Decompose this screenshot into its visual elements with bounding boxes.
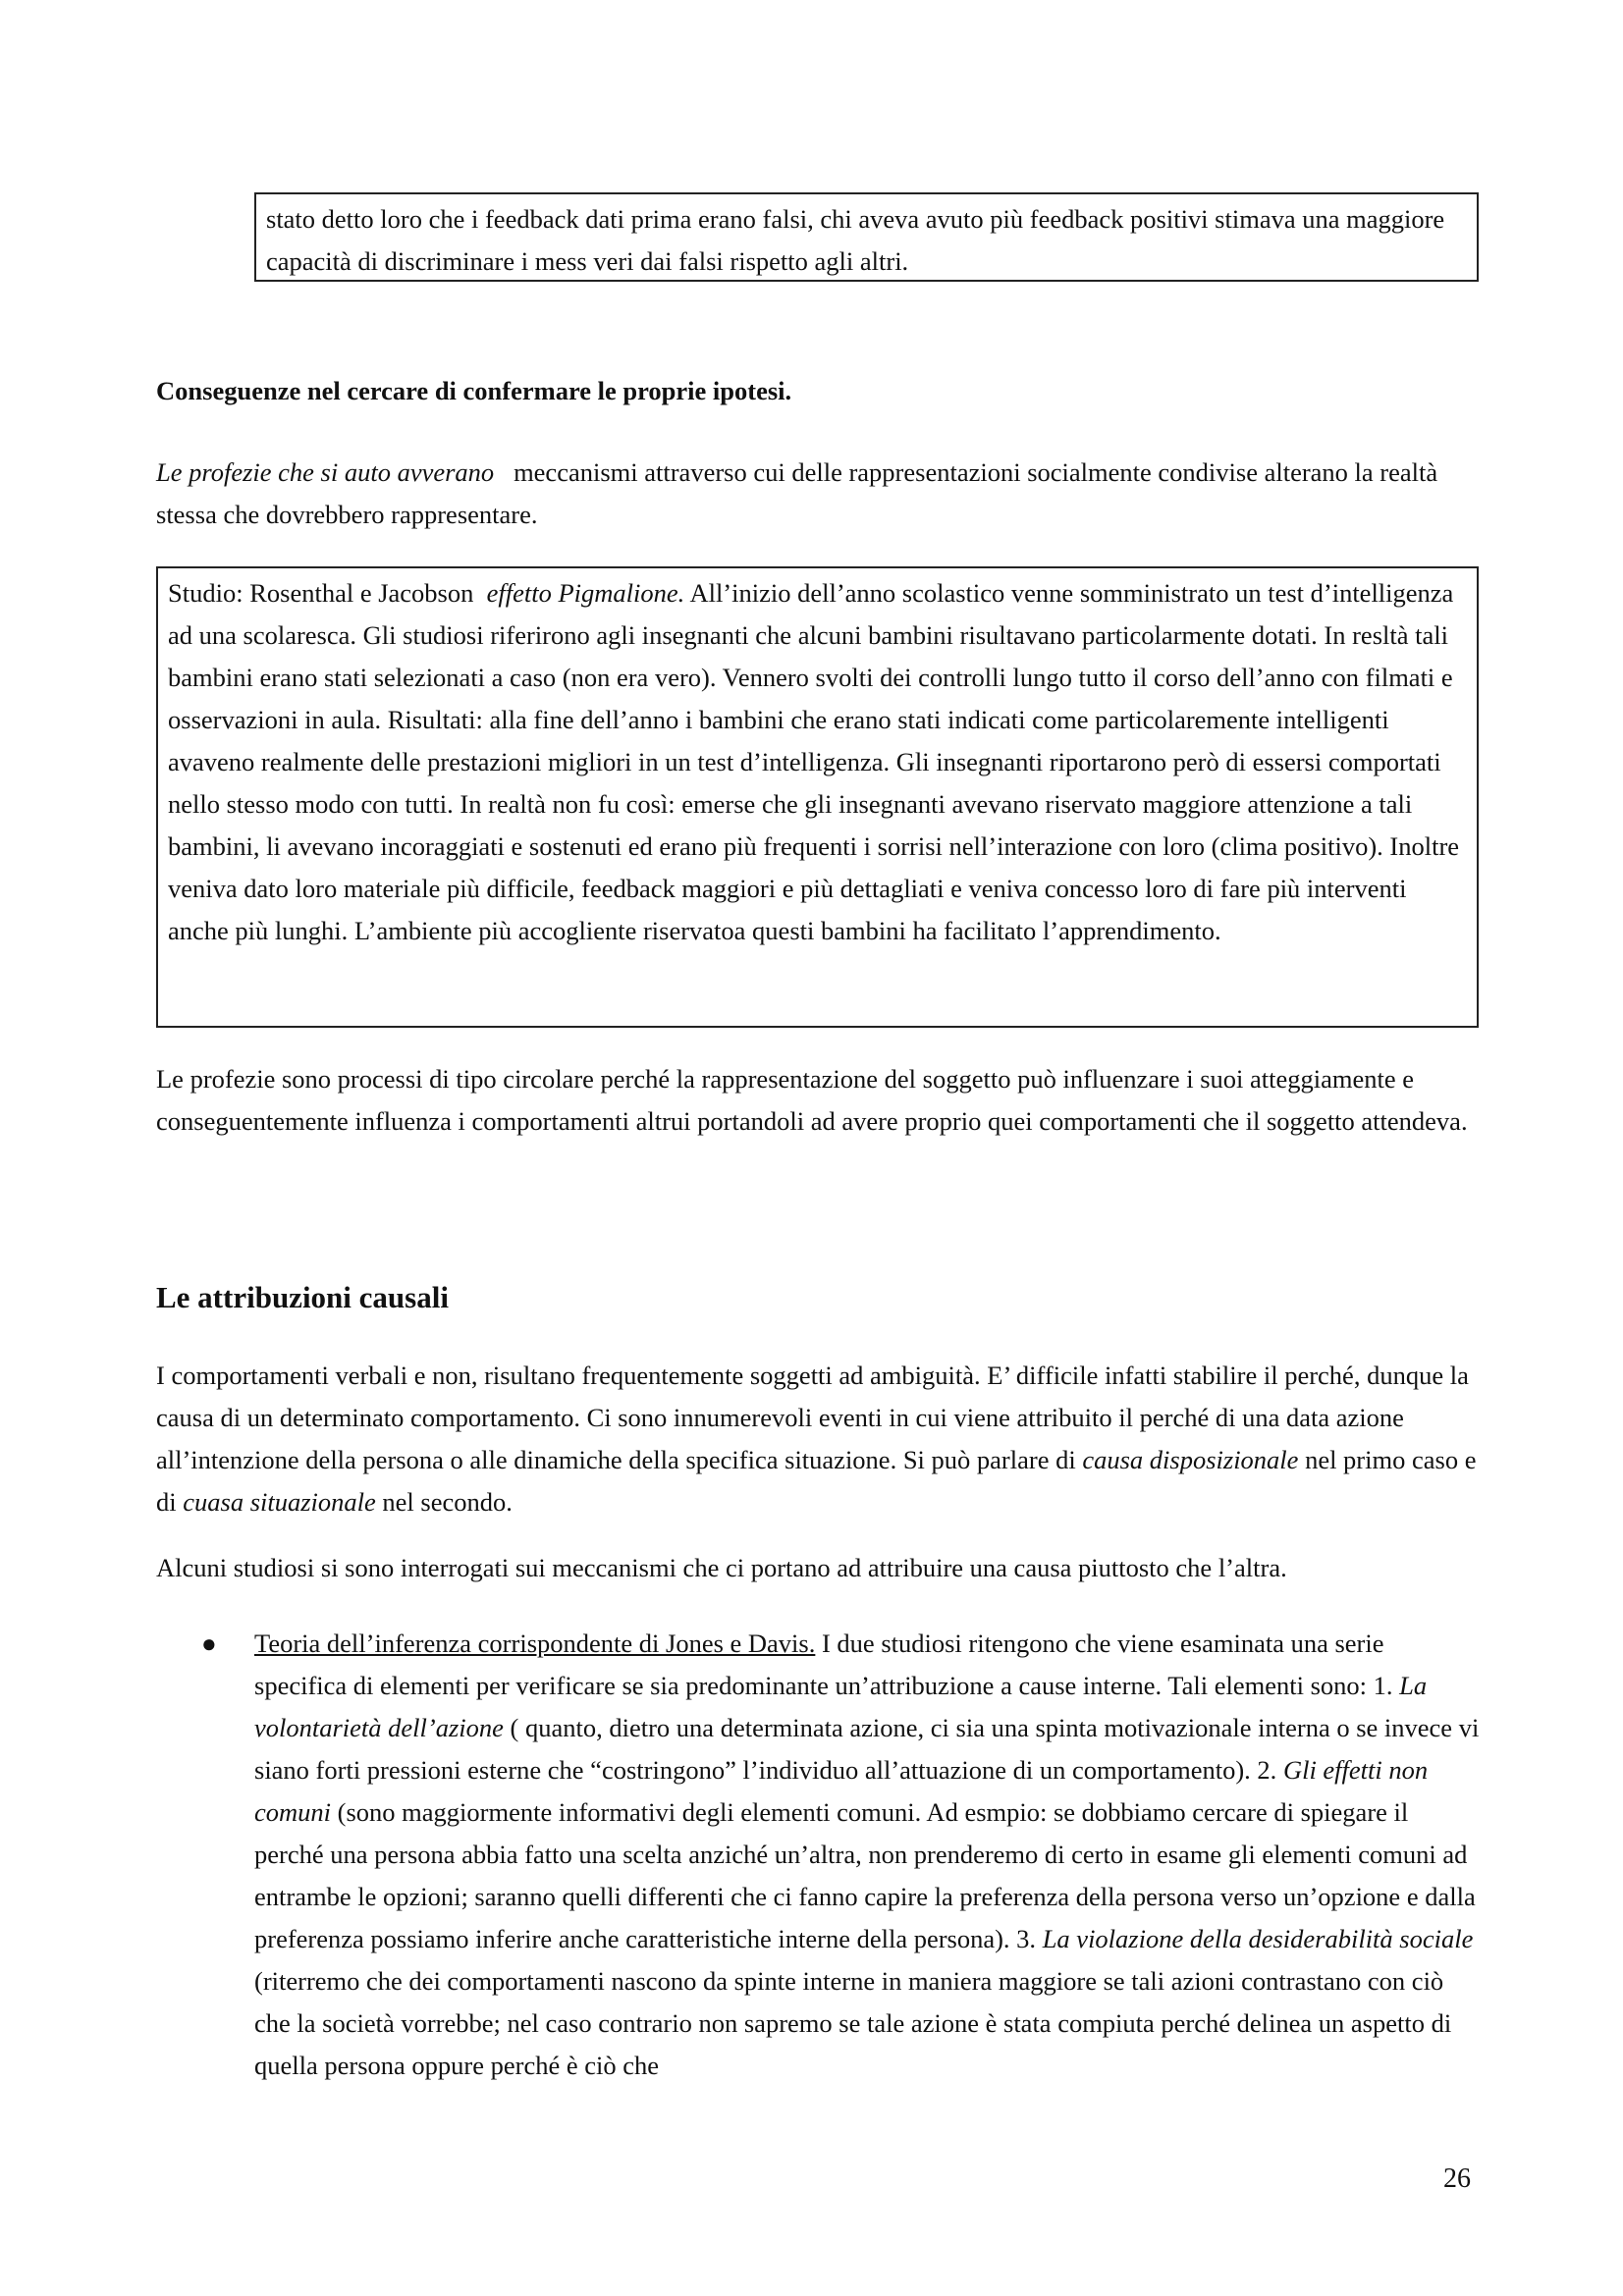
bullet-text-2: ( quanto, dietro una determinata azione, ci sia una spinta motivazionale interna o se invece vi siano forti pressioni esterne che “costringono” l’individuo all’attuazione di un comportamento). 2. <box>254 1713 1480 1785</box>
attribution-part3: nel secondo. <box>382 1487 513 1517</box>
attribution-term2: cuasa situazionale <box>183 1487 376 1517</box>
attribution-paragraph <box>156 1355 1482 1523</box>
page-number: 26 <box>1443 2163 1471 2194</box>
prophecy-term: Le profezie che si auto avverano <box>156 457 495 487</box>
bullet-dot-icon: ● <box>201 1629 217 1658</box>
study-prefix: Studio: Rosenthal e Jacobson <box>168 578 474 608</box>
bullet-text-4: (riterremo che dei comportamenti nascono da spinte interne in maniera maggiore se tali azioni contrastano con ciò che la società vorrebbe; nel caso contrario non sapremo se tale azione è stata compiuta perché delinea un aspetto di quella persona oppure perché è ciò che <box>254 1966 1452 2080</box>
bullet-item-jones-davis <box>254 1623 1482 2087</box>
bullet-title: Teoria dell’inferenza corrispondente di Jones e Davis. <box>254 1629 816 1658</box>
prophecy-definition: meccanismi attraverso cui delle rappresentazioni socialmente condivise alterano la realtà stessa che dovrebbero rappresentare. <box>156 457 1438 529</box>
attribution-part2: nel primo caso e di <box>156 1445 1477 1517</box>
bullet-emph-2: Gli effetti non comuni <box>254 1755 1429 1827</box>
quote-box-text: stato detto loro che i feedback dati prima erano falsi, chi aveva avuto più feedback positivi stimava una maggiore capacità di discriminare i mess veri dai falsi rispetto agli altri. <box>266 204 1445 276</box>
prophecy-paragraph <box>156 452 1482 536</box>
section-title: Le attribuzioni causali <box>156 1280 449 1314</box>
circular-paragraph: Le profezie sono processi di tipo circolare perché la rappresentazione del soggetto può influenzare i suoi atteggiamente e conseguentemente influenza i comportamenti altrui portandoli ad avere proprio quei comportamenti che il soggetto attendeva. <box>156 1064 1468 1136</box>
scholars-paragraph: Alcuni studiosi si sono interrogati sui meccanismi che ci portano ad attribuire una causa piuttosto che l’altra. <box>156 1553 1287 1582</box>
attribution-term1: causa disposizionale <box>1082 1445 1299 1474</box>
attribution-part1: I comportamenti verbali e non, risultano frequentemente soggetti ad ambiguità. E’ difficile infatti stabilire il perché, dunque la causa di un determinato comportamento. Ci sono innumerevoli eventi in cui viene attribuito il perché di una data azione all’intenzione della persona o alle dinamiche della specifica situazione. Si può parlare di <box>156 1361 1469 1474</box>
subheading: Conseguenze nel cercare di confermare le proprie ipotesi. <box>156 376 792 405</box>
bullet-emph-3: La violazione della desiderabilità sociale <box>1042 1924 1474 1953</box>
bullet-text-3: (sono maggiormente informativi degli elementi comuni. Ad esmpio: se dobbiamo cercare di spiegare il perché una persona abbia fatto una scelta anziché un’altra, non prenderemo di certo in esame gli elementi comuni ad entrambe le opzioni; saranno quelli differenti che ci fanno capire la preferenza della persona verso un’opzione e dalla preferenza possiamo inferire anche caratteristiche interne della persona). 3. <box>254 1797 1476 1953</box>
study-box <box>156 566 1479 1028</box>
quote-box-continued <box>254 192 1479 282</box>
study-text: All’inizio dell’anno scolastico venne somministrato un test d’intelligenza ad una scolaresca. Gli studiosi riferirono agli insegnanti che alcuni bambini risultavano particolarmente dotati. In resltà tali bambini erano stati selezionati a caso (non era vero). Vennero svolti dei controlli lungo tutto il corso dell’anno con filmati e osservazioni in aula. Risultati: alla fine dell’anno i bambini che erano stati indicati come particolaremente intelligenti avaveno realmente delle prestazioni migliori in un test d’intelligenza. Gli insegnanti riportarono però di essersi comportati nello stesso modo con tutti. In realtà non fu così: emerse che gli insegnanti avevano riservato maggiore attenzione a tali bambini, li avevano incoraggiati e sostenuti ed erano più frequenti i sorrisi nell’interazione con loro (clima positivo). Inoltre veniva dato loro materiale più difficile, feedback maggiori e più dettagliati e veniva concesso loro di fare più interventi anche più lunghi. L’ambiente più accogliente riservatoa questi bambini ha facilitato l’apprendimento. <box>168 578 1460 945</box>
study-effect: effetto Pigmalione. <box>486 578 685 608</box>
bullet-text-1: I due studiosi ritengono che viene esaminata una serie specifica di elementi per verificare se sia predominante un’attribuzione a cause interne. Tali elementi sono: 1. <box>254 1629 1393 1700</box>
bullet-emph-1: La volontarietà dell’azione <box>254 1671 1428 1742</box>
